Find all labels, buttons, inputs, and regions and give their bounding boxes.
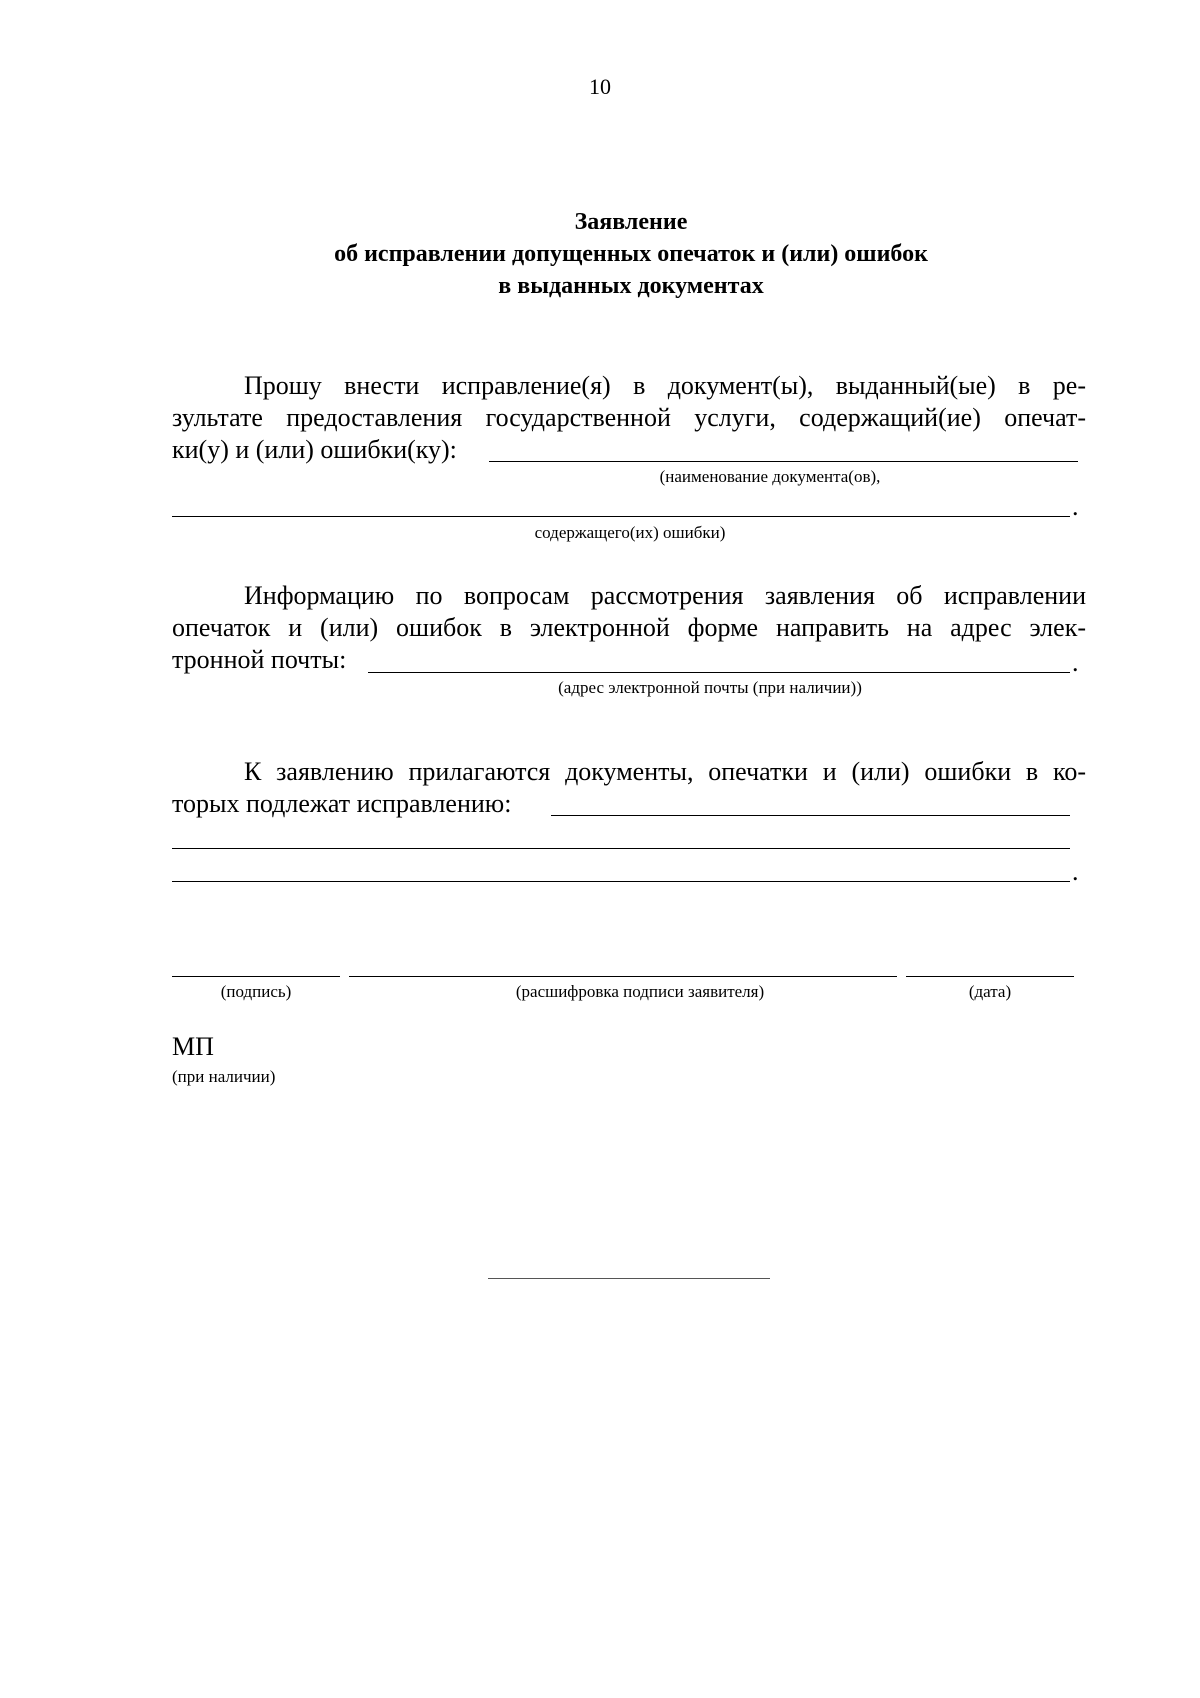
- date-hint: (дата): [968, 982, 1012, 1001]
- paragraph-line: зультате предоставления государственной услуги, содержащий(ие) опечат-: [172, 403, 1086, 432]
- document-name-hint: (наименование документа(ов),: [659, 467, 881, 486]
- document-title: [0, 206, 1200, 302]
- signature-name-hint: (расшифровка подписи заявителя): [515, 982, 765, 1001]
- attachments-field-3[interactable]: [172, 881, 1070, 882]
- paragraph-line-label: тронной почты:: [172, 645, 347, 674]
- paragraph-line: Прошу внести исправление(я) в документ(ы), выданный(ые) в ре-: [244, 371, 1086, 400]
- end-dot: .: [1072, 648, 1079, 677]
- page-number: 10: [589, 74, 611, 99]
- title-line-1: Заявление: [574, 209, 688, 235]
- date-field[interactable]: [906, 976, 1074, 977]
- paragraph-line: К заявлению прилагаются документы, опечатки и (или) ошибки в ко-: [244, 757, 1086, 786]
- stamp-label: МП: [172, 1032, 214, 1061]
- correction-request-paragraph: [172, 370, 1086, 466]
- paragraph-line-label: торых подлежат исправлению:: [172, 789, 512, 818]
- signature-field[interactable]: [172, 976, 340, 977]
- paragraph-line: опечаток и (или) ошибок в электронной форме направить на адрес элек-: [172, 613, 1086, 642]
- attachments-paragraph: [172, 756, 1086, 820]
- title-line-2: об исправлении допущенных опечаток и (или) ошибок: [334, 241, 928, 267]
- signature-hint: (подпись): [220, 982, 292, 1001]
- attachments-field-2[interactable]: [172, 848, 1070, 849]
- end-dot: .: [1072, 857, 1079, 886]
- email-address-field[interactable]: [368, 672, 1070, 673]
- email-address-hint: (адрес электронной почты (при наличии)): [558, 678, 862, 697]
- paragraph-line-label: ки(у) и (или) ошибки(ку):: [172, 435, 457, 464]
- email-info-paragraph: [172, 580, 1086, 676]
- attachments-field-1[interactable]: [551, 815, 1070, 816]
- paragraph-line: Информацию по вопросам рассмотрения заявления об исправлении: [244, 581, 1086, 610]
- signature-name-field[interactable]: [349, 976, 897, 977]
- document-error-field[interactable]: [172, 516, 1070, 517]
- title-line-3: в выданных документах: [498, 273, 764, 299]
- stamp-hint: (при наличии): [172, 1067, 276, 1086]
- footer-divider: [488, 1278, 770, 1279]
- document-name-field[interactable]: [489, 461, 1078, 462]
- end-dot: .: [1072, 492, 1079, 521]
- document-error-hint: содержащего(их) ошибки): [534, 523, 726, 542]
